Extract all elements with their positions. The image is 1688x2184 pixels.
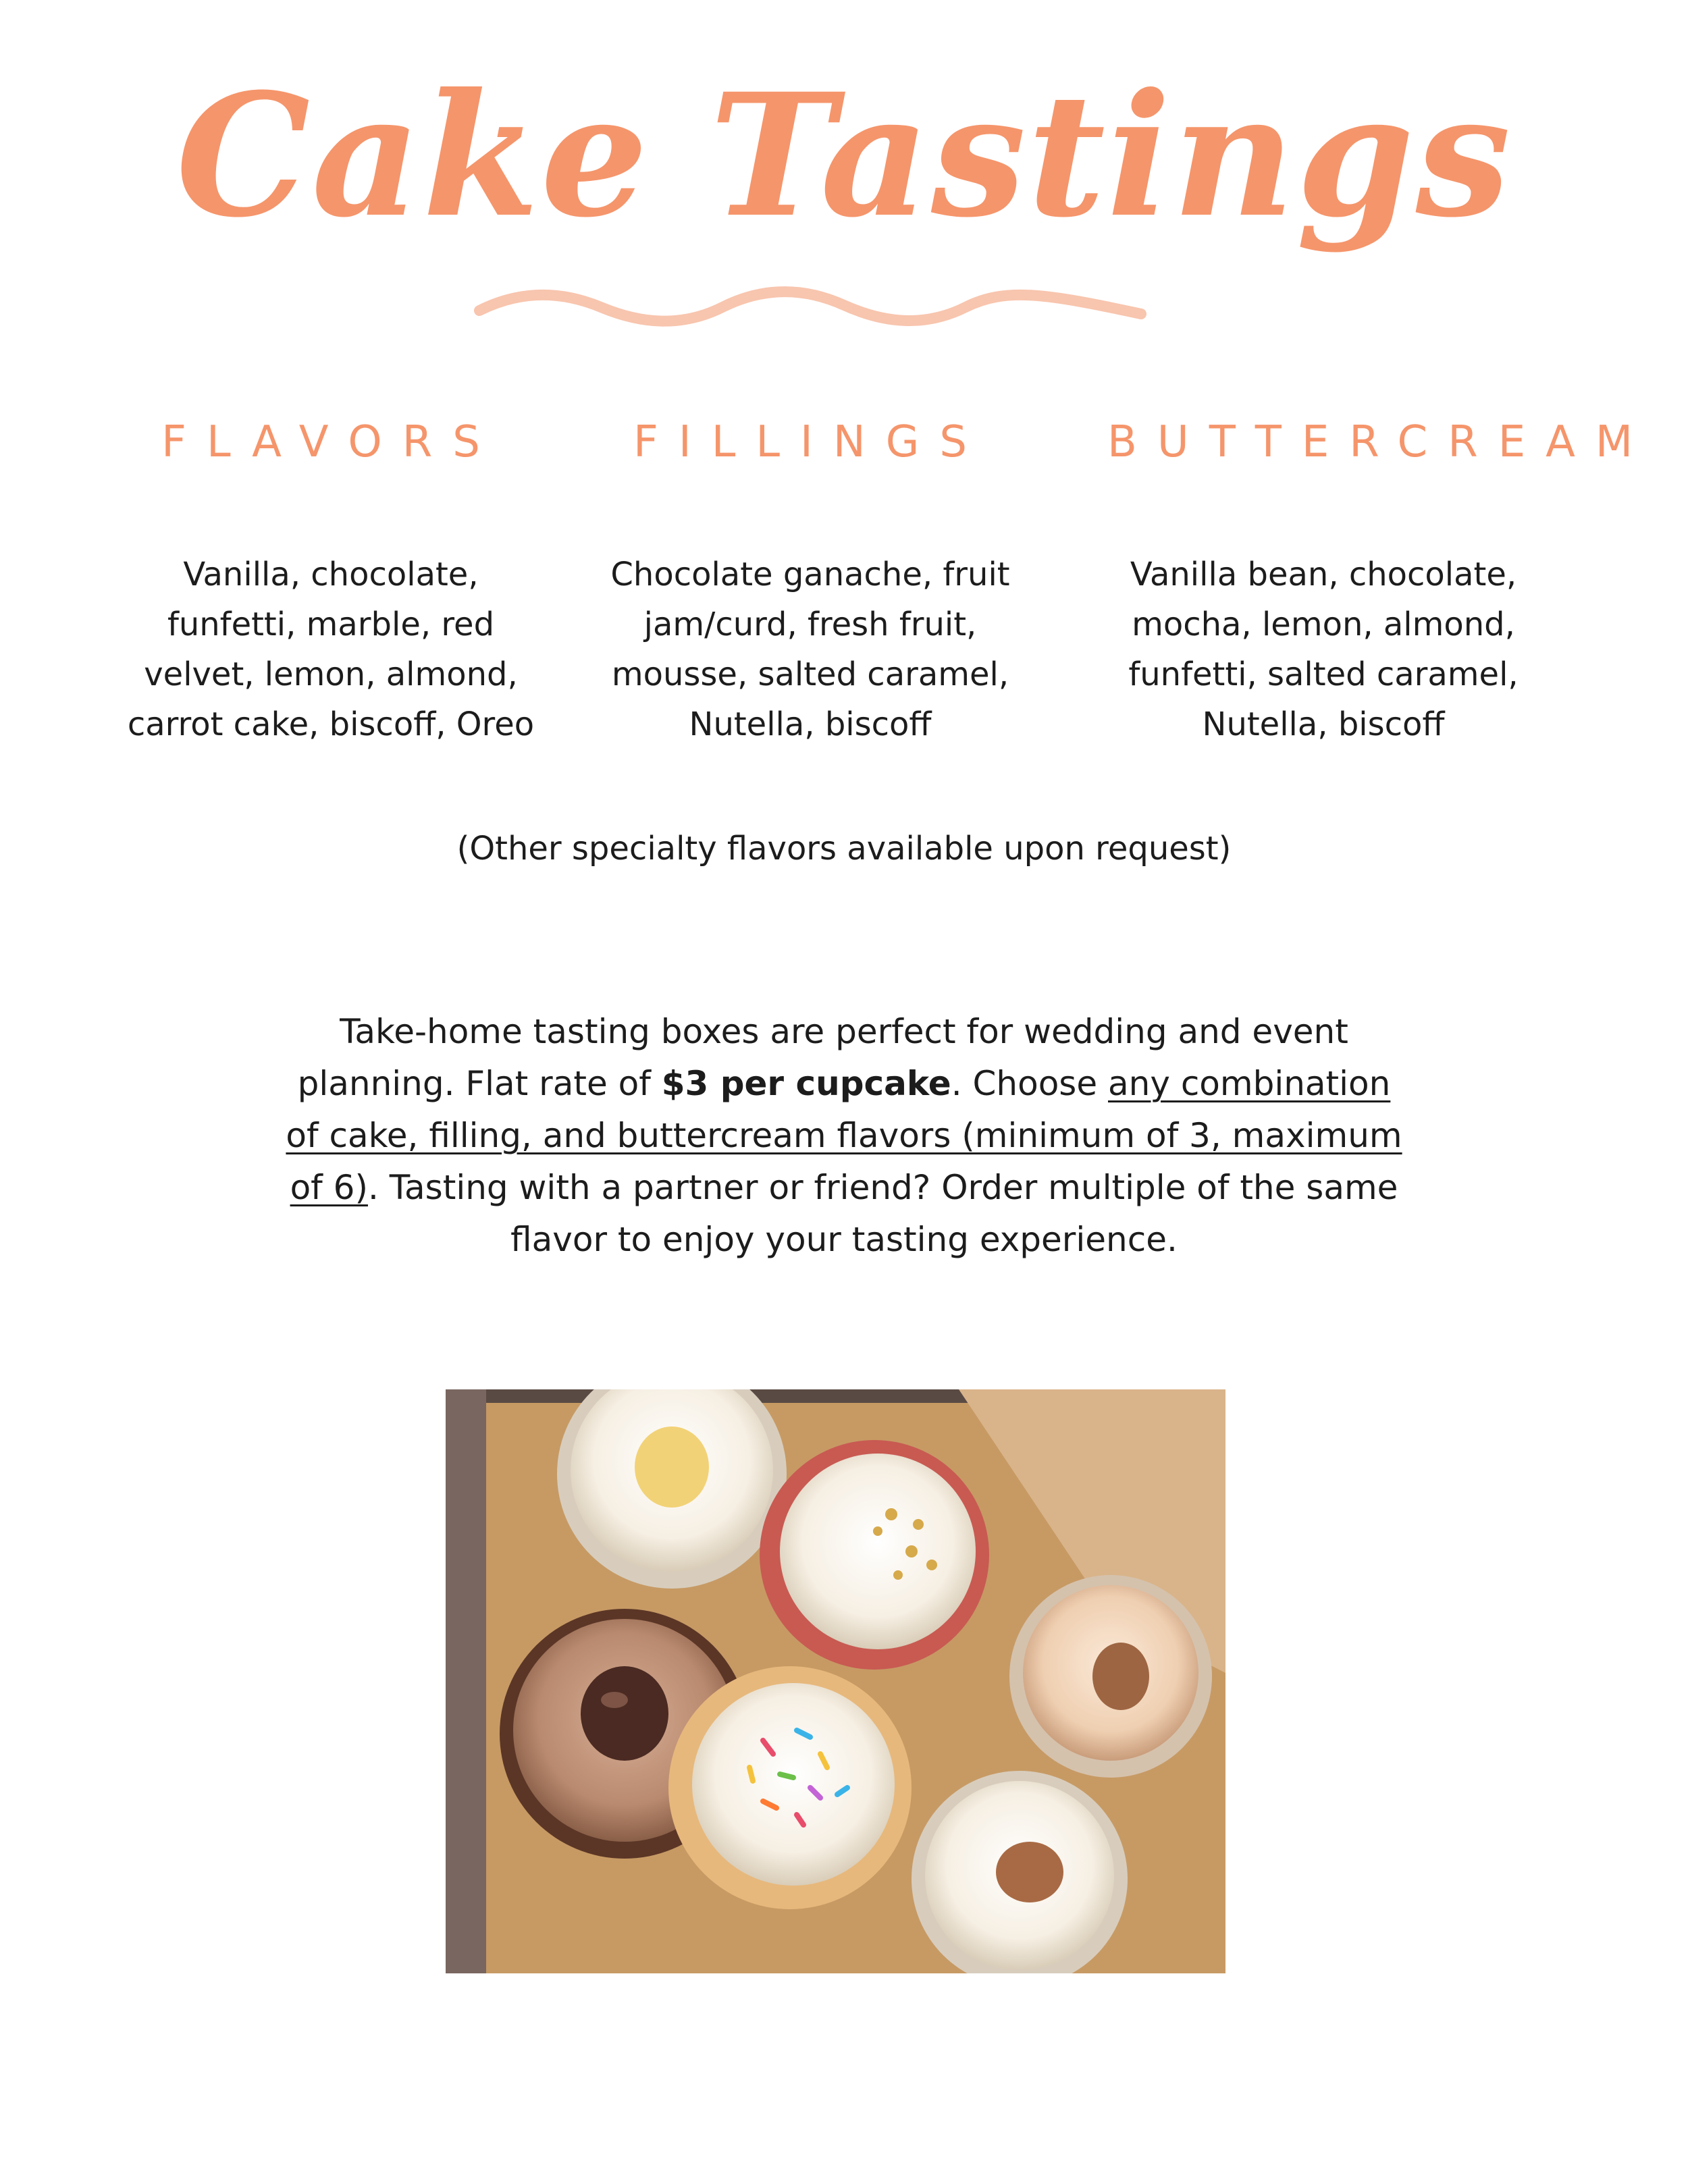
decorative-squiggle [473, 277, 1148, 338]
combination-rule: any combination of cake, filling, and buttercream flavors (minimum of 3, maximum of 6) [286, 1064, 1402, 1207]
buttercream-column [1107, 405, 1654, 749]
cupcake-box-photo [446, 1389, 1225, 1973]
squiggle-line [479, 292, 1141, 321]
flavors-list: Vanilla, chocolate, funfetti, marble, red velvet, lemon, almond, carrot cake, biscoff, Oreo [127, 556, 535, 743]
box-side [446, 1389, 486, 1973]
flavors-heading: FLAVORS [161, 417, 500, 467]
cupcake-illustration [446, 1389, 1225, 1973]
price-highlight: $3 per cupcake [661, 1064, 951, 1103]
fillings-column [594, 405, 1026, 749]
buttercream-heading: BUTTERCREAM [1107, 417, 1654, 467]
tasting-box-description [284, 1006, 1404, 1266]
page-title: Cake Tastings [176, 56, 1512, 255]
fillings-heading: FILLINGS [633, 417, 987, 467]
specialty-note: (Other specialty flavors available upon request) [456, 830, 1232, 868]
desc-part-3: . Tasting with a partner or friend? Order multiple of the same flavor to enjoy your tasting experience. [367, 1168, 1398, 1259]
flavors-column [115, 405, 547, 749]
desc-part-2: . Choose [951, 1064, 1108, 1103]
fillings-list: Chocolate ganache, fruit jam/curd, fresh fruit, mousse, salted caramel, Nutella, biscoff [610, 556, 1010, 743]
buttercream-list: Vanilla bean, chocolate, mocha, lemon, almond, funfetti, salted caramel, Nutella, biscoff [1128, 556, 1519, 743]
desc-part-1: Take-home tasting boxes are perfect for wedding and event planning. Flat rate of [297, 1012, 1348, 1103]
